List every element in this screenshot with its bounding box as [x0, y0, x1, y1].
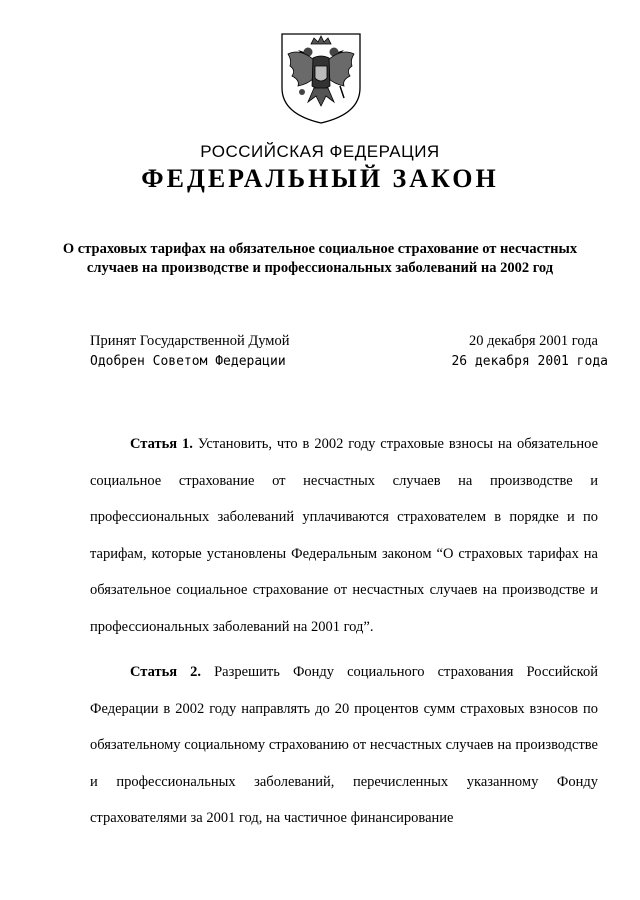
article-text: Разрешить Фонду социального страхования Российской Федерации в 2002 году направлять до 20 процентов сумм страховых взносов по обязательному социальному страхованию от несчастных случаев на производстве и профессиональных заболеваний, перечисленных указанному Фонду страхователями за 2001 год, на частичное финансирование: [90, 664, 598, 826]
document-body: [90, 426, 598, 846]
country-name: РОССИЙСКАЯ ФЕДЕРАЦИЯ: [200, 142, 440, 161]
adopted-by-label: Принят Государственной Думой: [90, 333, 290, 349]
approved-by-label: Одобрен Советом Федерации: [90, 354, 286, 369]
document-type-heading: ФЕДЕРАЛЬНЫЙ ЗАКОН: [141, 164, 499, 193]
double-headed-eagle-coat-of-arms-icon: [278, 30, 364, 126]
article-label: Статья 2.: [130, 664, 202, 680]
adopted-date: 20 декабря 2001 года: [469, 333, 598, 349]
approved-date: 26 декабря 2001 года: [451, 354, 608, 369]
article-paragraph: [90, 426, 598, 645]
article-text: Установить, что в 2002 году страховые взносы на обязательное социальное страхование от несчастных случаев на производстве и профессиональных заболеваний уплачиваются страхователем в порядке и по тарифам, которые установлены Федеральным законом “О страховых тарифах на обязательное социальное страхование от несчастных случаев на производстве и профессиональных заболеваний на 2001 год”.: [90, 436, 599, 635]
article-paragraph: [90, 654, 598, 837]
article-label: Статья 1.: [130, 436, 193, 452]
law-title: О страховых тарифах на обязательное социальное страхование от несчастных случаев на производстве и профессиональных заболеваний на 2002 год: [62, 241, 578, 276]
coat-of-arms-emblem: [278, 30, 364, 126]
